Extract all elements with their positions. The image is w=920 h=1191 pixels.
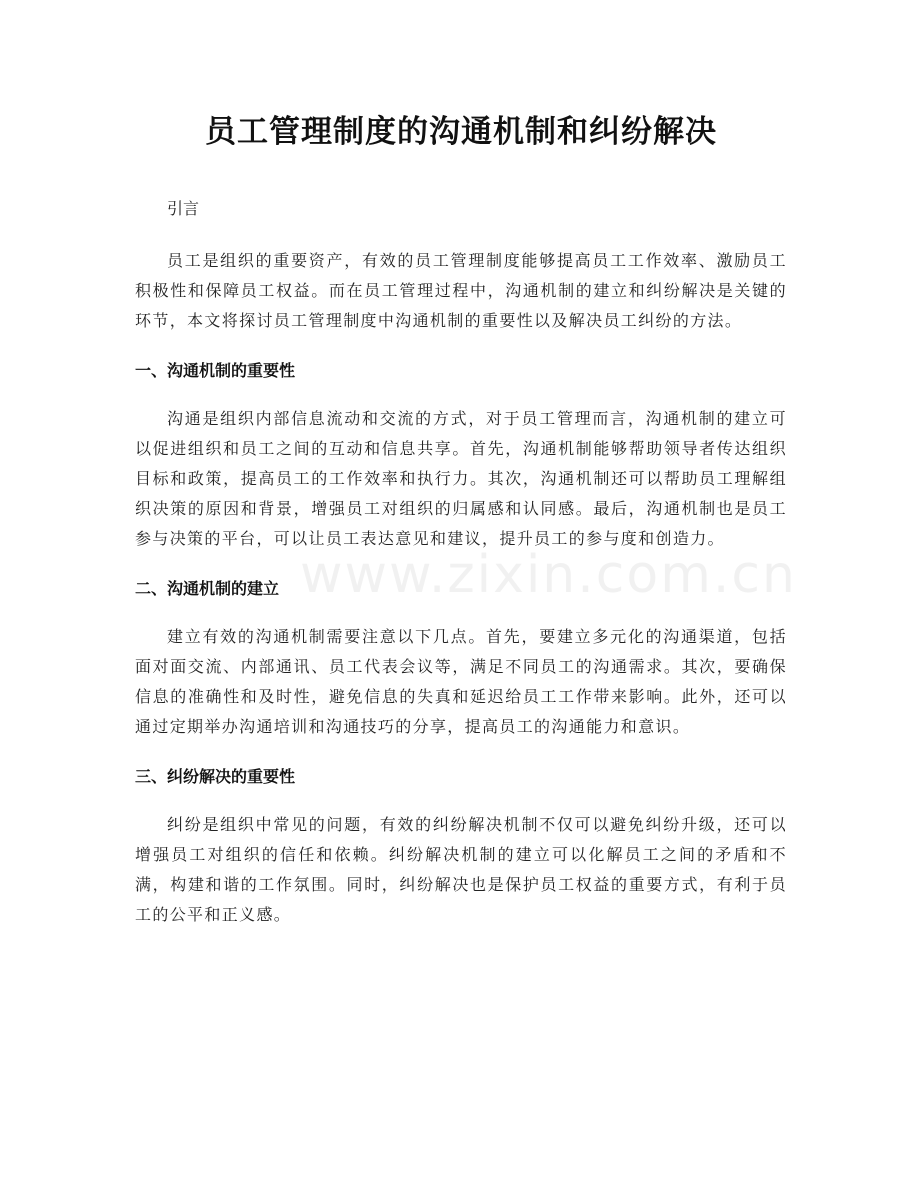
section-heading: 三、纠纷解决的重要性 [135, 767, 296, 786]
section-2 [135, 574, 787, 742]
section-1 [135, 356, 787, 554]
intro-label: 引言 [167, 199, 200, 218]
section-paragraph: 建立有效的沟通机制需要注意以下几点。首先，要建立多元化的沟通渠道，包括面对面交流、内部通讯、员工代表会议等，满足不同员工的沟通需求。其次，要确保信息的准确性和及时性，避免信息的失真和延迟给员工工作带来影响。此外，还可以通过定期举办沟通培训和沟通技巧的分享，提高员工的沟通能力和意识。 [135, 627, 787, 736]
intro-paragraph: 员工是组织的重要资产，有效的员工管理制度能够提高员工工作效率、激励员工积极性和保障员工权益。而在员工管理过程中，沟通机制的建立和纠纷解决是关键的环节，本文将探讨员工管理制度中沟通机制的重要性以及解决员工纠纷的方法。 [135, 251, 787, 330]
watermark: www.zixin.com.cn [300, 545, 797, 605]
section-paragraph: 纠纷是组织中常见的问题，有效的纠纷解决机制不仅可以避免纠纷升级，还可以增强员工对组织的信任和依赖。纠纷解决机制的建立可以化解员工之间的矛盾和不满，构建和谐的工作氛围。同时，纠纷解决也是保护员工权益的重要方式，有利于员工的公平和正义感。 [135, 815, 787, 924]
document-title: 员工管理制度的沟通机制和纠纷解决 [205, 114, 717, 150]
document-content [135, 110, 797, 930]
section-heading: 一、沟通机制的重要性 [135, 361, 296, 380]
section-heading: 二、沟通机制的建立 [135, 579, 280, 598]
section-paragraph: 沟通是组织内部信息流动和交流的方式，对于员工管理而言，沟通机制的建立可以促进组织和员工之间的互动和信息共享。首先，沟通机制能够帮助领导者传达组织目标和政策，提高员工的工作效率和执行力。其次，沟通机制还可以帮助员工理解组织决策的原因和背景，增强员工对组织的归属感和认同感。最后，沟通机制也是员工参与决策的平台，可以让员工表达意见和建议，提升员工的参与度和创造力。 [135, 409, 787, 548]
section-3 [135, 762, 787, 930]
